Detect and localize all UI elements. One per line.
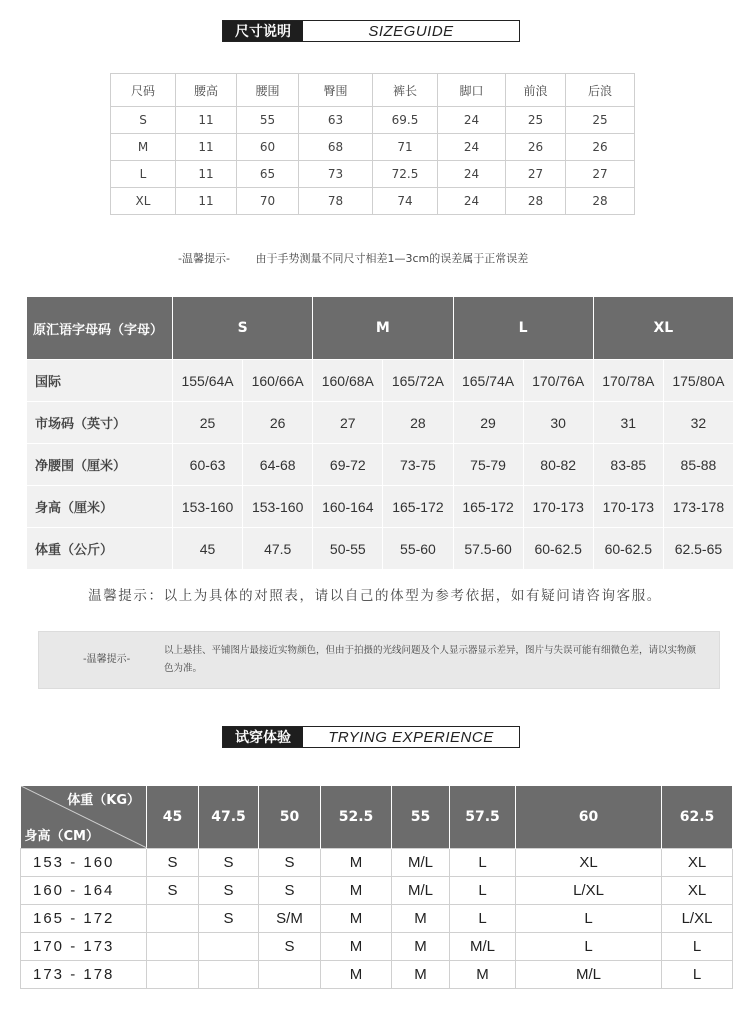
trying-title-bar <box>222 726 520 748</box>
table-cell: L <box>111 161 176 188</box>
table-cell: 175/80A <box>663 360 733 402</box>
fit-cell: M <box>321 933 392 961</box>
height-range: 160 - 164 <box>21 877 147 905</box>
fit-cell: M/L <box>392 877 450 905</box>
table-cell: 57.5-60 <box>453 528 523 570</box>
size-guide-title-en: SIZEGUIDE <box>368 22 454 40</box>
color-note-box <box>38 631 720 689</box>
conversion-header-first: 原汇语字母码（字母） <box>27 297 173 360</box>
weight-header: 47.5 <box>199 786 259 849</box>
table-cell: 32 <box>663 402 733 444</box>
column-header: 腰围 <box>237 74 299 107</box>
tip-label: -温馨提示- <box>178 252 230 265</box>
fit-cell: XL <box>516 849 662 877</box>
fit-cell <box>199 933 259 961</box>
table-cell: 70 <box>237 188 299 215</box>
size-guide-table <box>110 73 635 215</box>
fit-cell: L/XL <box>662 905 733 933</box>
table-row <box>27 444 734 486</box>
height-range: 173 - 178 <box>21 961 147 989</box>
fit-cell: M/L <box>516 961 662 989</box>
column-header: 腰高 <box>176 74 237 107</box>
fit-cell: S <box>259 877 321 905</box>
fit-cell: S <box>259 933 321 961</box>
table-cell: 165/72A <box>383 360 453 402</box>
column-header: 脚口 <box>438 74 506 107</box>
table-row <box>21 849 733 877</box>
table-cell: 55-60 <box>383 528 453 570</box>
fit-cell: L <box>450 905 516 933</box>
table-cell: 170-173 <box>523 486 593 528</box>
fit-cell: M <box>321 961 392 989</box>
fit-cell: L <box>662 961 733 989</box>
fit-cell: M <box>321 849 392 877</box>
table-row <box>27 528 734 570</box>
table-cell: 170/76A <box>523 360 593 402</box>
fit-cell: M <box>392 933 450 961</box>
table-cell: 60 <box>237 134 299 161</box>
weight-header: 60 <box>516 786 662 849</box>
table-row <box>111 134 635 161</box>
size-group-header: S <box>173 297 313 360</box>
table-cell: XL <box>111 188 176 215</box>
fit-cell: M/L <box>450 933 516 961</box>
height-range: 153 - 160 <box>21 849 147 877</box>
table-cell: 170-173 <box>593 486 663 528</box>
fit-cell: L <box>516 933 662 961</box>
height-range: 165 - 172 <box>21 905 147 933</box>
weight-header: 62.5 <box>662 786 733 849</box>
trying-title-zh: 试穿体验 <box>223 727 303 747</box>
measurement-tip <box>178 250 528 266</box>
table-cell: M <box>111 134 176 161</box>
fit-cell <box>147 905 199 933</box>
table-cell: 28 <box>506 188 566 215</box>
table-row <box>27 486 734 528</box>
weight-header: 57.5 <box>450 786 516 849</box>
fit-cell <box>199 961 259 989</box>
table-cell: 63 <box>299 107 373 134</box>
size-group-header: XL <box>593 297 733 360</box>
fit-cell: S <box>259 849 321 877</box>
size-guide-title-bar <box>222 20 520 42</box>
weight-header: 45 <box>147 786 199 849</box>
height-range: 170 - 173 <box>21 933 147 961</box>
table-cell: 153-160 <box>173 486 243 528</box>
fit-cell: M <box>450 961 516 989</box>
weight-header: 50 <box>259 786 321 849</box>
table-cell: 75-79 <box>453 444 523 486</box>
table-cell: 78 <box>299 188 373 215</box>
weight-header: 55 <box>392 786 450 849</box>
weight-axis-label: 体重（KG） <box>67 793 140 808</box>
table-cell: 153-160 <box>243 486 313 528</box>
table-cell: 26 <box>243 402 313 444</box>
fit-cell <box>147 933 199 961</box>
table-cell: 27 <box>566 161 635 188</box>
table-cell: 24 <box>438 188 506 215</box>
fit-cell: S/M <box>259 905 321 933</box>
table-row <box>27 402 734 444</box>
fit-cell: L <box>662 933 733 961</box>
fit-cell: L <box>516 905 662 933</box>
table-cell: S <box>111 107 176 134</box>
table-row <box>27 360 734 402</box>
row-header: 体重（公斤） <box>27 528 173 570</box>
table-cell: 50-55 <box>313 528 383 570</box>
weight-header: 52.5 <box>321 786 392 849</box>
fit-cell: S <box>199 877 259 905</box>
table-cell: 25 <box>506 107 566 134</box>
table-cell: 64-68 <box>243 444 313 486</box>
size-guide-title-zh: 尺寸说明 <box>223 21 303 41</box>
size-group-header: M <box>313 297 453 360</box>
size-group-header: L <box>453 297 593 360</box>
table-corner-header <box>21 786 147 849</box>
table-cell: 60-63 <box>173 444 243 486</box>
fit-cell: XL <box>662 877 733 905</box>
table-cell: 165-172 <box>383 486 453 528</box>
fit-cell: XL <box>662 849 733 877</box>
table-cell: 155/64A <box>173 360 243 402</box>
table-cell: 165/74A <box>453 360 523 402</box>
row-header: 市场码（英寸） <box>27 402 173 444</box>
fit-cell: S <box>147 877 199 905</box>
table-cell: 28 <box>566 188 635 215</box>
column-header: 前浪 <box>506 74 566 107</box>
table-cell: 24 <box>438 134 506 161</box>
row-header: 国际 <box>27 360 173 402</box>
table-row <box>111 188 635 215</box>
note-text: 以上悬挂、平铺图片最接近实物颜色，但由于拍摄的光线问题及个人显示器显示差异，图片与失误可能有细微色差，请以实物颜色为准。 <box>164 645 697 674</box>
trying-experience-table <box>20 786 733 989</box>
fit-cell: L <box>450 877 516 905</box>
table-cell: 26 <box>506 134 566 161</box>
table-cell: 60-62.5 <box>593 528 663 570</box>
table-cell: 60-62.5 <box>523 528 593 570</box>
table-cell: 173-178 <box>663 486 733 528</box>
table-cell: 24 <box>438 161 506 188</box>
table-cell: 25 <box>566 107 635 134</box>
table-cell: 69.5 <box>373 107 438 134</box>
note-label: -温馨提示- <box>83 654 131 665</box>
table-cell: 69-72 <box>313 444 383 486</box>
table-cell: 170/78A <box>593 360 663 402</box>
table-cell: 74 <box>373 188 438 215</box>
table-cell: 62.5-65 <box>663 528 733 570</box>
table-cell: 25 <box>173 402 243 444</box>
row-header: 身高（厘米） <box>27 486 173 528</box>
column-header: 臀围 <box>299 74 373 107</box>
tip-text: 由于手势测量不同尺寸相差1—3cm的误差属于正常误差 <box>255 252 529 265</box>
table-cell: 68 <box>299 134 373 161</box>
table-cell: 11 <box>176 188 237 215</box>
table-cell: 73-75 <box>383 444 453 486</box>
table-cell: 160/68A <box>313 360 383 402</box>
table-cell: 73 <box>299 161 373 188</box>
table-cell: 80-82 <box>523 444 593 486</box>
trying-title-en: TRYING EXPERIENCE <box>328 728 494 746</box>
table-cell: 27 <box>313 402 383 444</box>
table-row <box>21 905 733 933</box>
table-cell: 28 <box>383 402 453 444</box>
table-cell: 72.5 <box>373 161 438 188</box>
fit-cell: L/XL <box>516 877 662 905</box>
fit-cell: M <box>392 905 450 933</box>
table-cell: 30 <box>523 402 593 444</box>
table-cell: 26 <box>566 134 635 161</box>
row-header: 净腰围（厘米） <box>27 444 173 486</box>
table-cell: 85-88 <box>663 444 733 486</box>
table-cell: 165-172 <box>453 486 523 528</box>
table-row <box>21 961 733 989</box>
table-cell: 11 <box>176 107 237 134</box>
height-axis-label: 身高（CM） <box>24 829 99 844</box>
column-header: 裤长 <box>373 74 438 107</box>
size-conversion-table <box>26 296 734 570</box>
table-cell: 47.5 <box>243 528 313 570</box>
table-cell: 11 <box>176 161 237 188</box>
fit-cell: M <box>321 877 392 905</box>
fit-cell: S <box>199 849 259 877</box>
table-cell: 71 <box>373 134 438 161</box>
fit-cell: S <box>147 849 199 877</box>
table-row <box>21 877 733 905</box>
fit-cell: L <box>450 849 516 877</box>
table-cell: 55 <box>237 107 299 134</box>
table-row <box>21 933 733 961</box>
reference-tip: 温馨提示：以上为具体的对照表，请以自己的体型为参考依据，如有疑问请咨询客服。 <box>88 588 662 604</box>
fit-cell <box>147 961 199 989</box>
fit-cell: M <box>392 961 450 989</box>
table-cell: 160/66A <box>243 360 313 402</box>
table-cell: 24 <box>438 107 506 134</box>
table-cell: 31 <box>593 402 663 444</box>
table-cell: 160-164 <box>313 486 383 528</box>
table-cell: 27 <box>506 161 566 188</box>
fit-cell: M/L <box>392 849 450 877</box>
table-cell: 65 <box>237 161 299 188</box>
column-header: 尺码 <box>111 74 176 107</box>
table-row <box>111 161 635 188</box>
fit-cell: S <box>199 905 259 933</box>
table-row <box>111 107 635 134</box>
table-cell: 29 <box>453 402 523 444</box>
table-cell: 45 <box>173 528 243 570</box>
column-header: 后浪 <box>566 74 635 107</box>
fit-cell <box>259 961 321 989</box>
fit-cell: M <box>321 905 392 933</box>
table-cell: 83-85 <box>593 444 663 486</box>
table-cell: 11 <box>176 134 237 161</box>
